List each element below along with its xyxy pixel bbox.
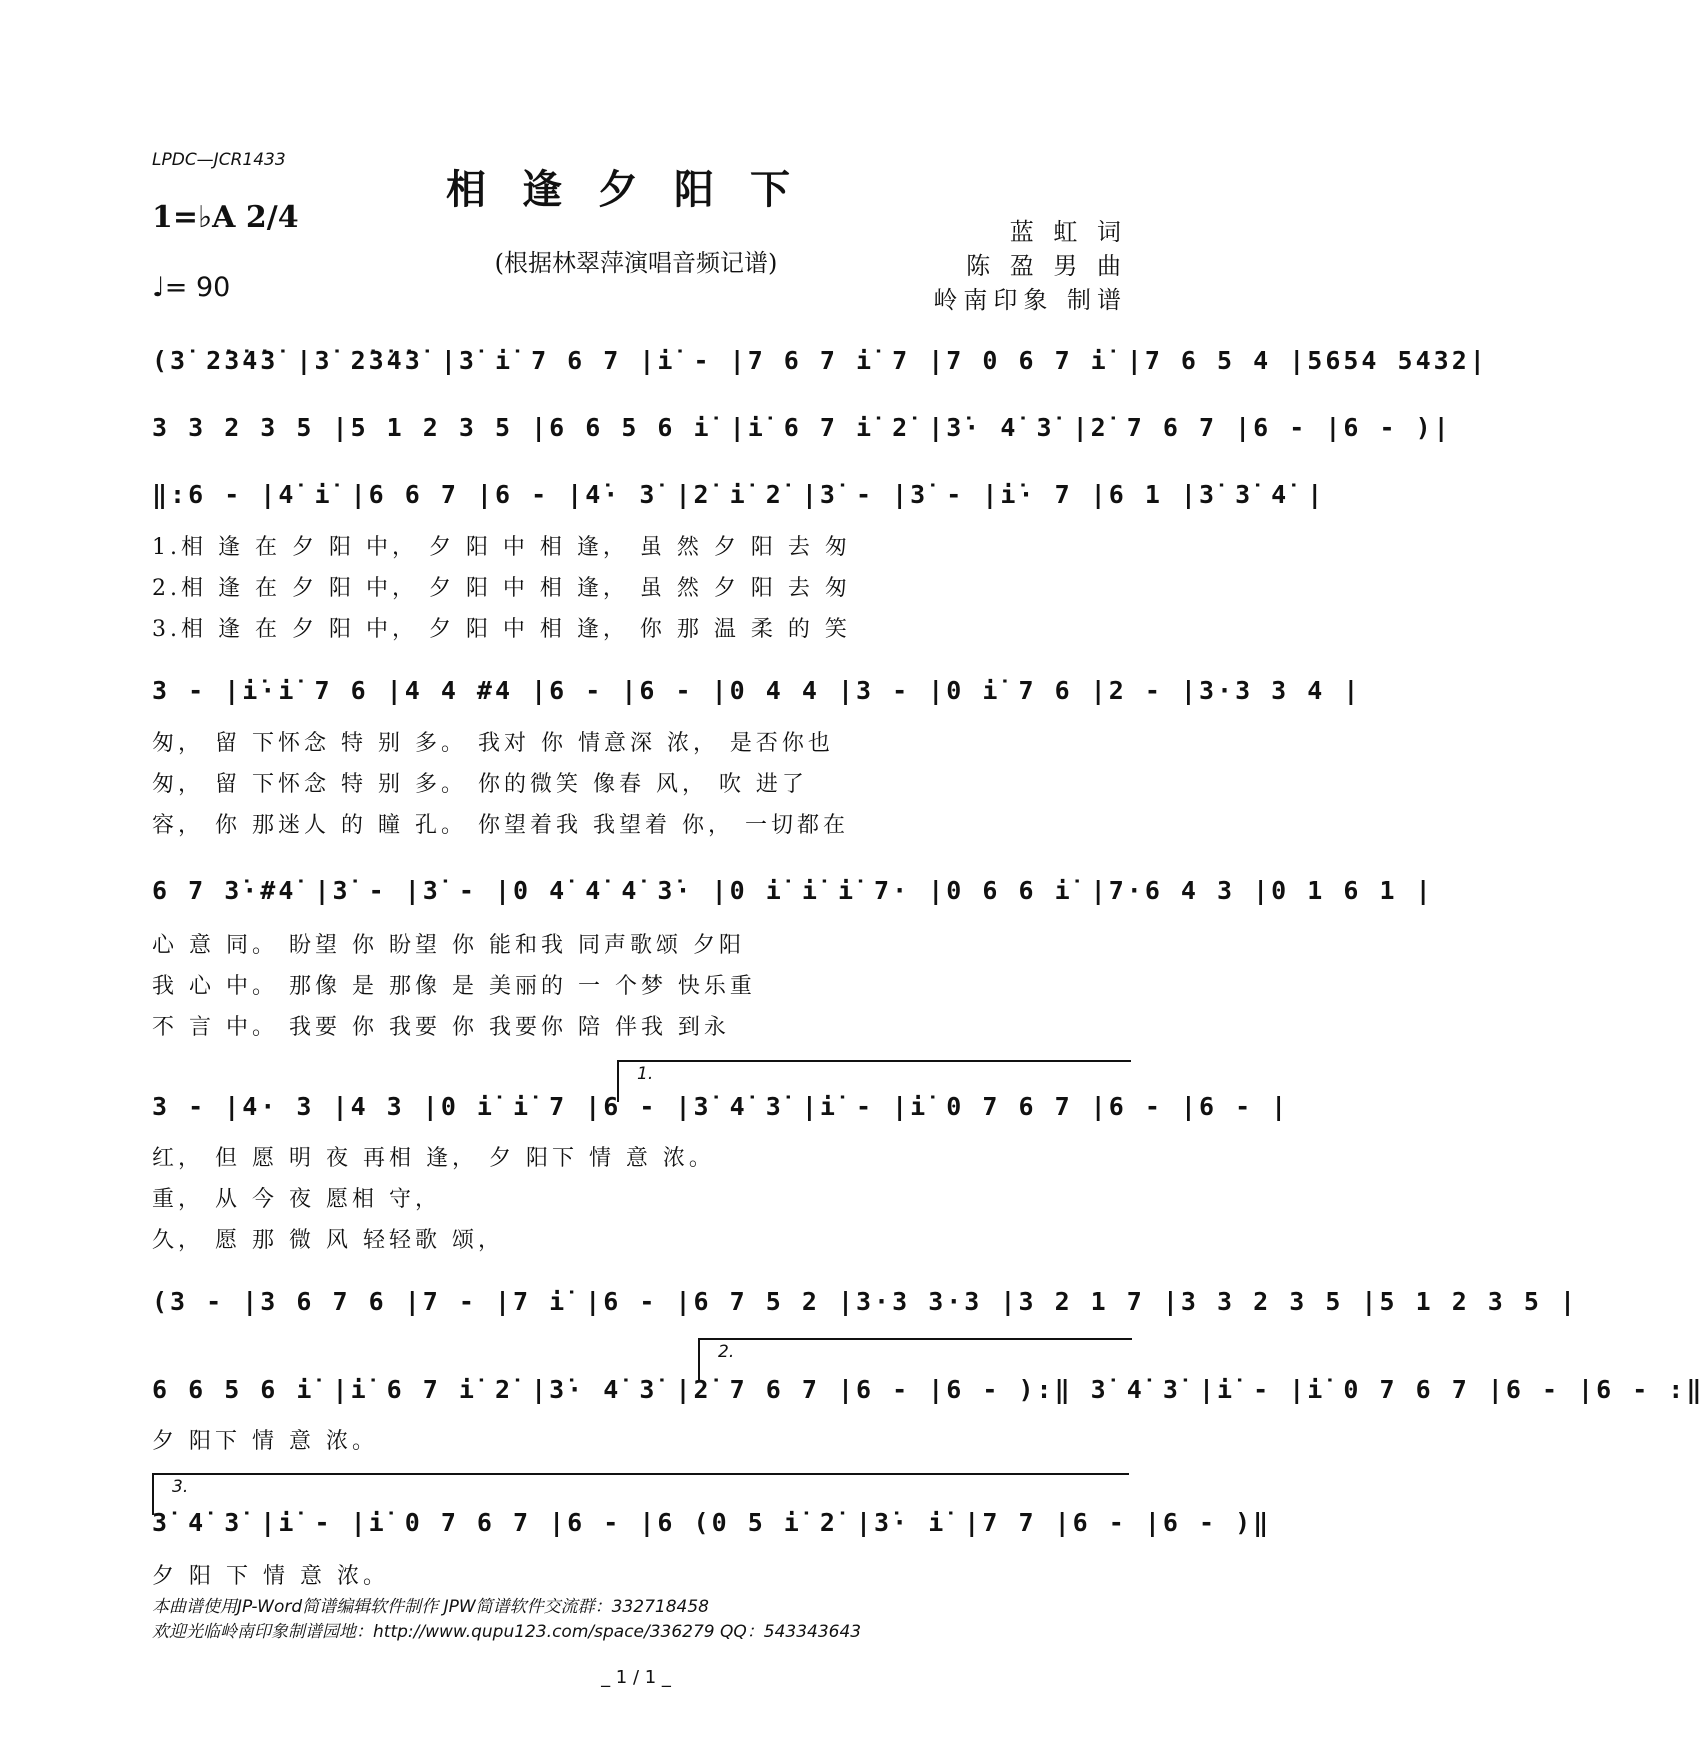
lyric-line: 2.相 逢 在 夕 阳 中， 夕 阳 中 相 逢， 虽 然 夕 阳 去 匆 xyxy=(152,576,851,601)
volta-label: 3. xyxy=(172,1477,189,1497)
lyric-line: 不 言 中。 我要 你 我要 你 我要你 陪 伴我 到永 xyxy=(152,1015,730,1040)
lyric-line: 夕 阳下 情 意 浓。 xyxy=(152,1429,378,1454)
notation-row: 3 - |4· 3 |4 3 |0 i̇ i̇ 7 |6 - |3̇ 4̇ 3̇ |i̇ - |i̇ 0 7 6 7 |6 - |6 - | xyxy=(152,1092,1290,1121)
lyric-line: 1.相 逢 在 夕 阳 中， 夕 阳 中 相 逢， 虽 然 夕 阳 去 匆 xyxy=(152,535,851,560)
lyric-line: 我 心 中。 那像 是 那像 是 美丽的 一 个梦 快乐重 xyxy=(152,974,756,999)
lyric-line: 匆， 留 下怀念 特 别 多。 我对 你 情意深 浓， 是否你也 xyxy=(152,731,834,756)
tempo-marking: ♩= 90 xyxy=(152,272,231,303)
notation-row: 6 7 3̇·#4̇ |3̇ - |3̇ - |0 4̇ 4̇ 4̇ 3̇· |0 i̇ i̇ i̇ 7· |0 6 6 i̇ |7·6 4 3 |0 1 6 1 | xyxy=(152,876,1434,905)
notation-row: 3̇ 4̇ 3̇ |i̇ - |i̇ 0 7 6 7 |6 - |6 (0 5 i̇ 2̇ |3̇· i̇ |7 7 |6 - |6 - )‖ xyxy=(152,1508,1272,1537)
page-title: 相逢夕阳下 xyxy=(446,166,826,213)
transcriber-credit: 岭南印象 制谱 xyxy=(933,286,1127,314)
notation-row: (3 - |3 6 7 6 |7 - |7 i̇ |6 - |6 7 5 2 |3·3 3·3 |3 2 1 7 |3 3 2 3 5 |5 1 2 3 5 | xyxy=(152,1287,1579,1316)
notation-row: 3 3 2 3 5 |5 1 2 3 5 |6 6 5 6 i̇ |i̇ 6 7 i̇ 2̇ |3̇· 4̇ 3̇ |2̇ 7 6 7 |6 - |6 - )| xyxy=(152,413,1452,442)
lyric-line: 心 意 同。 盼望 你 盼望 你 能和我 同声歌颂 夕阳 xyxy=(152,933,745,958)
notation-row: 3 - |i̇·i̇ 7 6 |4 4 #4 |6 - |6 - |0 4 4 |3 - |0 i̇ 7 6 |2 - |3·3 3 4 | xyxy=(152,676,1362,705)
lyric-line: 匆， 留 下怀念 特 别 多。 你的微笑 像春 风， 吹 进了 xyxy=(152,772,808,797)
footer-software-note: 本曲谱使用JP-Word简谱编辑软件制作 JPW简谱软件交流群：332718458 xyxy=(152,1597,709,1617)
score-code: LPDC—JCR1433 xyxy=(152,150,286,170)
subtitle: (根据林翠萍演唱音频记谱) xyxy=(494,249,778,277)
notation-row: 6 6 5 6 i̇ |i̇ 6 7 i̇ 2̇ |3̇· 4̇ 3̇ |2̇ 7 6 7 |6 - |6 - ):‖ 3̇ 4̇ 3̇ |i̇ - |i̇ 0 7 6 7 |6 - |6 - :‖ xyxy=(152,1375,1704,1404)
page-number: _ 1 / 1 _ xyxy=(601,1667,671,1688)
lyric-line: 夕 阳 下 情 意 浓。 xyxy=(152,1564,389,1589)
volta-label: 2. xyxy=(718,1342,735,1362)
footer-website-link[interactable]: 欢迎光临岭南印象制谱园地：http://www.qupu123.com/space/336279 QQ：543343643 xyxy=(152,1622,862,1642)
lyric-line: 重， 从 今 夜 愿相 守， xyxy=(152,1187,441,1212)
lyricist-credit: 蓝 虹 词 xyxy=(1009,218,1127,246)
volta-label: 1. xyxy=(637,1064,654,1084)
lyric-line: 3.相 逢 在 夕 阳 中， 夕 阳 中 相 逢， 你 那 温 柔 的 笑 xyxy=(152,617,851,642)
notation-row: ‖:6 - |4̇ i̇ |6 6 7 |6 - |4̇· 3̇ |2̇ i̇ 2̇ |3̇ - |3̇ - |i̇· 7 |6 1 |3̇ 3̇ 4̇ | xyxy=(152,480,1326,509)
notation-row: (3̇ 2̇3̇4̇3̇ |3̇ 2̇3̇4̇3̇ |3̇ i̇ 7 6 7 |i̇ - |7 6 7 i̇ 7 |7 0 6 7 i̇ |7 6 5 4 |5654 5432| xyxy=(152,346,1488,375)
composer-credit: 陈 盈 男 曲 xyxy=(966,252,1127,280)
volta-bracket-2 xyxy=(698,1338,1132,1380)
lyric-line: 久， 愿 那 微 风 轻轻歌 颂， xyxy=(152,1228,504,1253)
lyric-line: 红， 但 愿 明 夜 再相 逢， 夕 阳下 情 意 浓。 xyxy=(152,1146,715,1171)
lyric-line: 容， 你 那迷人 的 瞳 孔。 你望着我 我望着 你， 一切都在 xyxy=(152,813,849,838)
key-signature: 1=♭A 2/4 xyxy=(152,200,299,235)
